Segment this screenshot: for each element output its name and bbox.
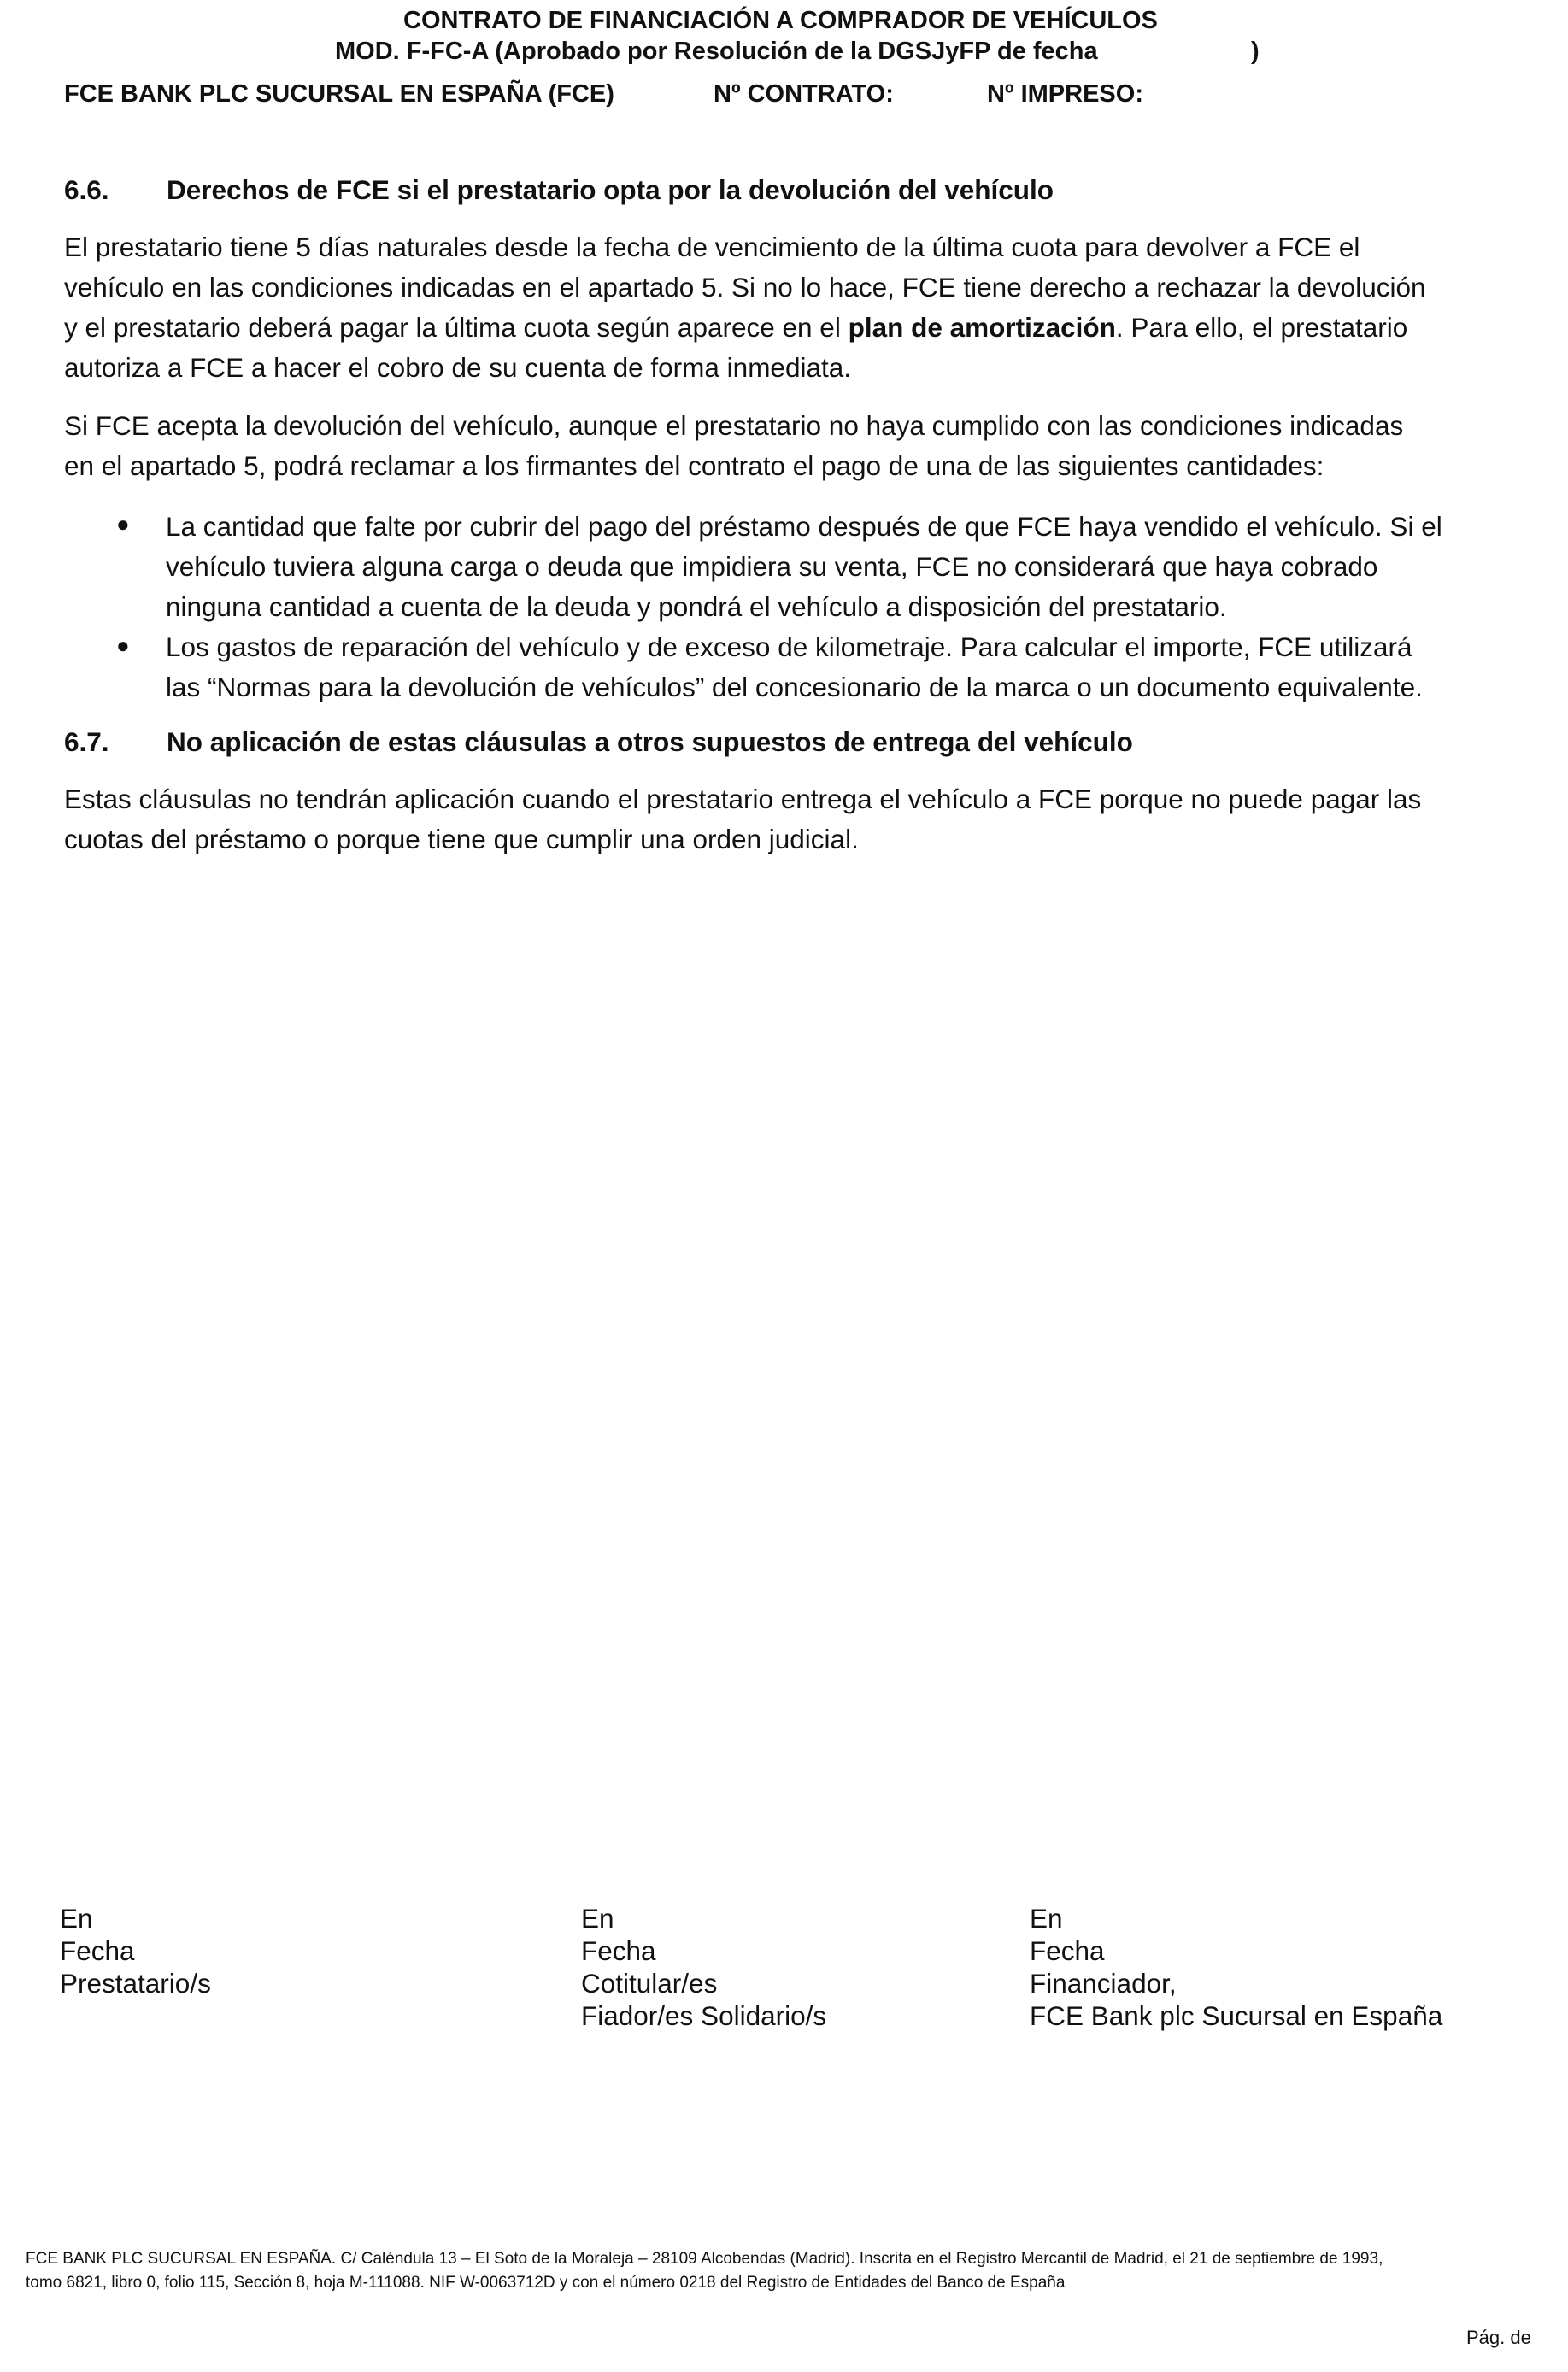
section-6-6-number: 6.6. <box>64 174 109 205</box>
text-line: vehículo tuviera alguna carga o deuda que impidiera su venta, FCE no considerará que haya cobrado <box>166 551 1378 582</box>
section-6-6-paragraph-1 <box>64 227 1534 388</box>
text-line <box>64 308 1534 348</box>
text-line: La cantidad que falte por cubrir del pago del préstamo después de que FCE haya vendido el vehículo. Si el <box>166 511 1442 542</box>
section-6-7-paragraph <box>64 779 1534 860</box>
model-reference-close: ) <box>1251 38 1260 65</box>
model-reference: MOD. F-FC-A (Aprobado por Resolución de la DGSJyFP de fecha <box>335 38 1098 65</box>
section-6-7-number: 6.7. <box>64 726 109 757</box>
text-line: autoriza a FCE a hacer el cobro de su cuenta de forma inmediata. <box>64 352 852 383</box>
signature-block-borrower <box>60 1902 211 1999</box>
bullet-icon: ● <box>116 632 130 658</box>
text-run: y el prestatario deberá pagar la última cuota según aparece en el <box>64 312 849 343</box>
signer-role-secondary: FCE Bank plc Sucursal en España <box>1030 2000 1443 2031</box>
place-label: En <box>1030 1903 1063 1934</box>
signer-role-secondary: Fiador/es Solidario/s <box>581 2000 827 2031</box>
company-name: FCE BANK PLC SUCURSAL EN ESPAÑA (FCE) <box>64 80 614 108</box>
signer-role: Prestatario/s <box>60 1968 211 1999</box>
text-line: El prestatario tiene 5 días naturales desde la fecha de vencimiento de la última cuota para devolver a FCE el <box>64 232 1360 262</box>
signer-role: Cotitular/es <box>581 1968 718 1999</box>
footer-registration-line-2: tomo 6821, libro 0, folio 115, Sección 8, hoja M-111088. NIF W-0063712D y con el número 0218 del Registro de Entidades del Banco de España <box>26 2274 1066 2292</box>
text-run: . Para ello, el prestatario <box>1115 312 1408 343</box>
date-label: Fecha <box>1030 1935 1105 1966</box>
contract-number-label: Nº CONTRATO: <box>714 80 894 108</box>
signer-role: Financiador, <box>1030 1968 1177 1999</box>
text-line: en el apartado 5, podrá reclamar a los firmantes del contrato el pago de una de las siguientes cantidades: <box>64 450 1324 481</box>
date-label: Fecha <box>581 1935 656 1966</box>
text-line: vehículo en las condiciones indicadas en el apartado 5. Si no lo hace, FCE tiene derecho a rechazar la devolución <box>64 272 1426 302</box>
text-line: Estas cláusulas no tendrán aplicación cuando el prestatario entrega el vehículo a FCE porque no puede pagar las <box>64 784 1422 814</box>
place-label: En <box>581 1903 614 1934</box>
bullet-item-1 <box>166 507 1550 627</box>
amortization-plan-term: plan de amortización <box>848 312 1116 343</box>
text-line: las “Normas para la devolución de vehículos” del concesionario de la marca o un documento equivalente. <box>166 672 1423 702</box>
page-number: Pág. de <box>1466 2327 1531 2348</box>
signature-block-cosigner <box>581 1902 826 2032</box>
date-label: Fecha <box>60 1935 135 1966</box>
text-line: ninguna cantidad a cuenta de la deuda y pondrá el vehículo a disposición del prestatario. <box>166 591 1227 622</box>
text-line: cuotas del préstamo o porque tiene que cumplir una orden judicial. <box>64 824 859 854</box>
signature-block-lender <box>1030 1902 1442 2032</box>
bullet-icon: ● <box>116 511 130 537</box>
place-label: En <box>60 1903 93 1934</box>
text-line: Si FCE acepta la devolución del vehículo, aunque el prestatario no haya cumplido con las condiciones indicadas <box>64 410 1404 441</box>
document-title: CONTRATO DE FINANCIACIÓN A COMPRADOR DE VEHÍCULOS <box>403 7 1158 34</box>
text-line: Los gastos de reparación del vehículo y de exceso de kilometraje. Para calcular el importe, FCE utilizará <box>166 631 1412 662</box>
printed-number-label: Nº IMPRESO: <box>987 80 1143 108</box>
bullet-item-2 <box>166 627 1550 707</box>
section-6-6-title: Derechos de FCE si el prestatario opta por la devolución del vehículo <box>167 174 1054 205</box>
section-6-6-paragraph-2 <box>64 406 1534 486</box>
section-6-7-title: No aplicación de estas cláusulas a otros supuestos de entrega del vehículo <box>167 726 1133 757</box>
footer-registration-line-1: FCE BANK PLC SUCURSAL EN ESPAÑA. C/ Caléndula 13 – El Soto de la Moraleja – 28109 Alcobendas (Madrid). Inscrita en el Registro Mercantil de Madrid, el 21 de septiembre de 1993, <box>26 2250 1383 2268</box>
